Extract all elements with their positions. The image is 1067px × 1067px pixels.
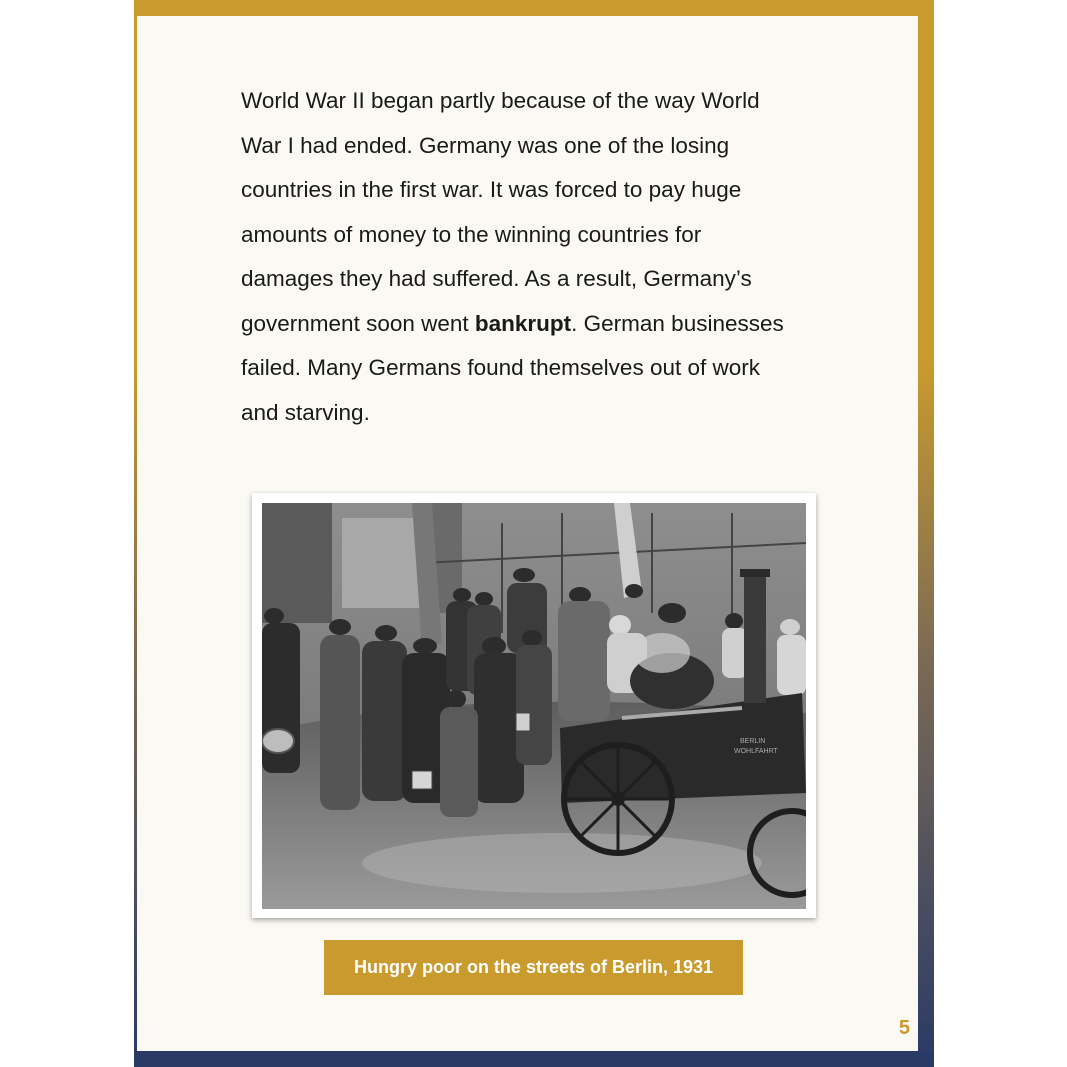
body-line-2: War I had ended. Germany was one of the losing [241, 132, 730, 158]
body-line-6 [241, 302, 841, 347]
vocabulary-term-bankrupt[interactable]: bankrupt [474, 310, 572, 336]
photo-frame [252, 493, 816, 918]
page-bottom-bar [134, 1051, 934, 1067]
historical-photo [262, 503, 806, 909]
body-line-6-end: . German businesses [571, 310, 784, 336]
photo-caption-box [324, 940, 743, 995]
page-top-bar [134, 0, 934, 16]
photo-illustration [262, 503, 806, 909]
body-line-6-start: government soon went [241, 310, 475, 336]
body-line-1: World War II began partly because of the way World [241, 88, 760, 113]
body-line-3: countries in the first war. It was forced to pay huge [241, 177, 742, 202]
page-number: 5 [898, 1017, 910, 1039]
body-line-4: amounts of money to the winning countries for [241, 221, 702, 247]
body-paragraph [241, 79, 841, 435]
kitchen-stencil-line-1: BERLIN [740, 738, 766, 745]
body-line-5: damages they had suffered. As a result, Germany’s [241, 266, 752, 291]
kitchen-stencil-line-2: WOHLFAHRT [734, 748, 778, 755]
body-line-8: and starving. [241, 399, 370, 425]
body-line-7: failed. Many Germans found themselves out of work [241, 355, 760, 380]
photo-caption: Hungry poor on the streets of Berlin, 1931 [353, 957, 714, 977]
